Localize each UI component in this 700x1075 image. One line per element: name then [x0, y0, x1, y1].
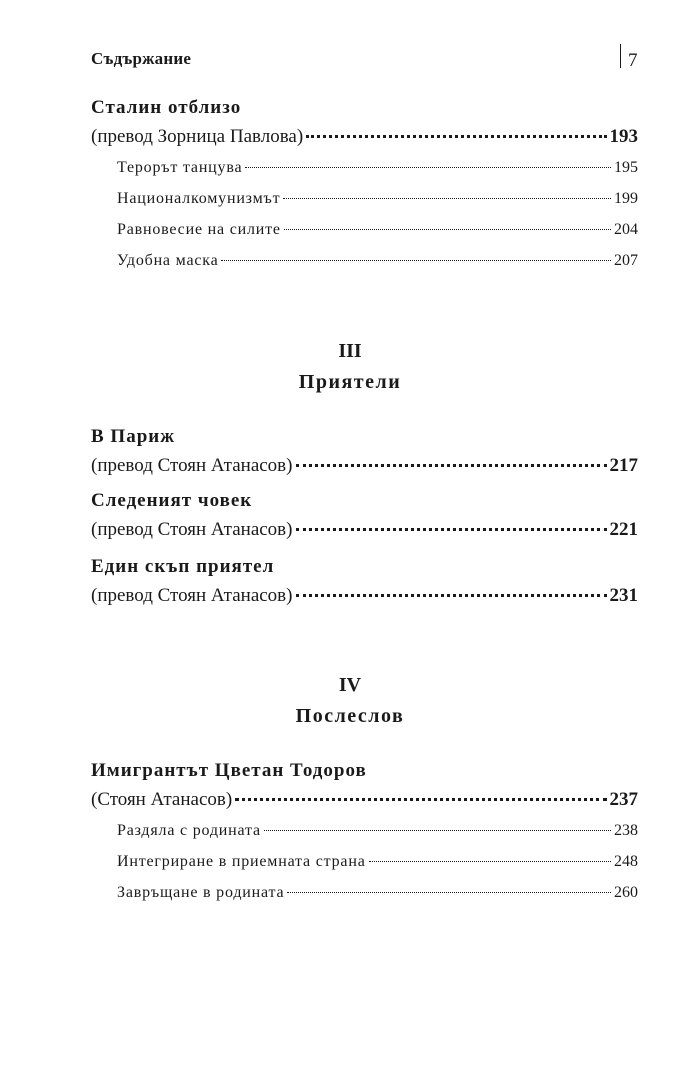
- subentry-page: 195: [614, 159, 638, 176]
- entry-translator-row[interactable]: [91, 451, 638, 481]
- entry-translator: (превод Зорница Павлова): [91, 126, 304, 147]
- subentry-page: 260: [614, 884, 638, 901]
- entry-translator: (Стоян Атанасов): [91, 789, 233, 810]
- subentry-page: 207: [614, 252, 638, 269]
- entry-page: 193: [609, 126, 638, 147]
- entry-translator-row[interactable]: [91, 581, 638, 611]
- entry-page: 217: [609, 455, 638, 476]
- dot-leader: [235, 798, 606, 801]
- running-title: Съдържание: [91, 49, 192, 68]
- toc-entry-followed-man: [91, 487, 638, 545]
- subentry-row[interactable]: [117, 245, 638, 276]
- dot-leader: [287, 892, 611, 893]
- dot-leader: [264, 830, 611, 831]
- entry-translator: (превод Стоян Атанасов): [91, 455, 293, 476]
- dot-leader: [296, 594, 607, 597]
- section-numeral: III: [338, 340, 362, 362]
- subentry-page: 248: [614, 853, 638, 870]
- subentry-label: Интегриране в приемната страна: [117, 853, 366, 870]
- entry-page: 231: [609, 585, 638, 606]
- entry-title: Следеният човек: [91, 490, 253, 511]
- dot-leader: [284, 229, 611, 230]
- subentry-row[interactable]: [117, 815, 638, 846]
- entry-translator: (превод Стоян Атанасов): [91, 585, 293, 606]
- section-title: Послеслов: [295, 705, 405, 727]
- page-number-value: 7: [628, 50, 638, 71]
- subentry-page: 199: [614, 190, 638, 207]
- subentry-row[interactable]: [117, 214, 638, 245]
- subentry-label: Удобна маска: [117, 252, 219, 269]
- page-number-divider: [620, 44, 621, 68]
- entry-page: 221: [609, 519, 638, 540]
- subentry-page: 204: [614, 221, 638, 238]
- subentry-label: Терорът танцува: [117, 159, 243, 176]
- entry-title: Имигрантът Цветан Тодоров: [91, 760, 367, 781]
- toc-entry-stalin: [91, 94, 638, 276]
- subentry-row[interactable]: [117, 846, 638, 877]
- subentry-page: 238: [614, 822, 638, 839]
- subentry-label: Завръщане в родината: [117, 884, 285, 901]
- section-title: Приятели: [298, 371, 402, 393]
- dot-leader: [283, 198, 611, 199]
- entry-title: Сталин отблизо: [91, 97, 242, 118]
- subentry-row[interactable]: [117, 152, 638, 183]
- subentry-row[interactable]: [117, 877, 638, 908]
- entry-translator-row[interactable]: [91, 785, 638, 815]
- toc-entry-dear-friend: [91, 553, 638, 611]
- subentry-label: Националкомунизмът: [117, 190, 281, 207]
- dot-leader: [296, 464, 607, 467]
- section-numeral: IV: [338, 674, 362, 696]
- page-number: [620, 42, 638, 72]
- dot-leader: [306, 135, 606, 138]
- entry-title: В Париж: [91, 426, 175, 447]
- dot-leader: [221, 260, 611, 261]
- subentry-label: Равновесие на силите: [117, 221, 281, 238]
- entry-page: 237: [609, 789, 638, 810]
- subentry-label: Раздяла с родината: [117, 822, 261, 839]
- dot-leader: [296, 528, 607, 531]
- entry-translator-row[interactable]: [91, 122, 638, 152]
- entry-translator: (превод Стоян Атанасов): [91, 519, 293, 540]
- dot-leader: [369, 861, 611, 862]
- entry-translator-row[interactable]: [91, 515, 638, 545]
- entry-title: Един скъп приятел: [91, 556, 275, 577]
- toc-entry-immigrant: [91, 757, 638, 908]
- subentry-row[interactable]: [117, 183, 638, 214]
- toc-entry-paris: [91, 423, 638, 481]
- dot-leader: [245, 167, 611, 168]
